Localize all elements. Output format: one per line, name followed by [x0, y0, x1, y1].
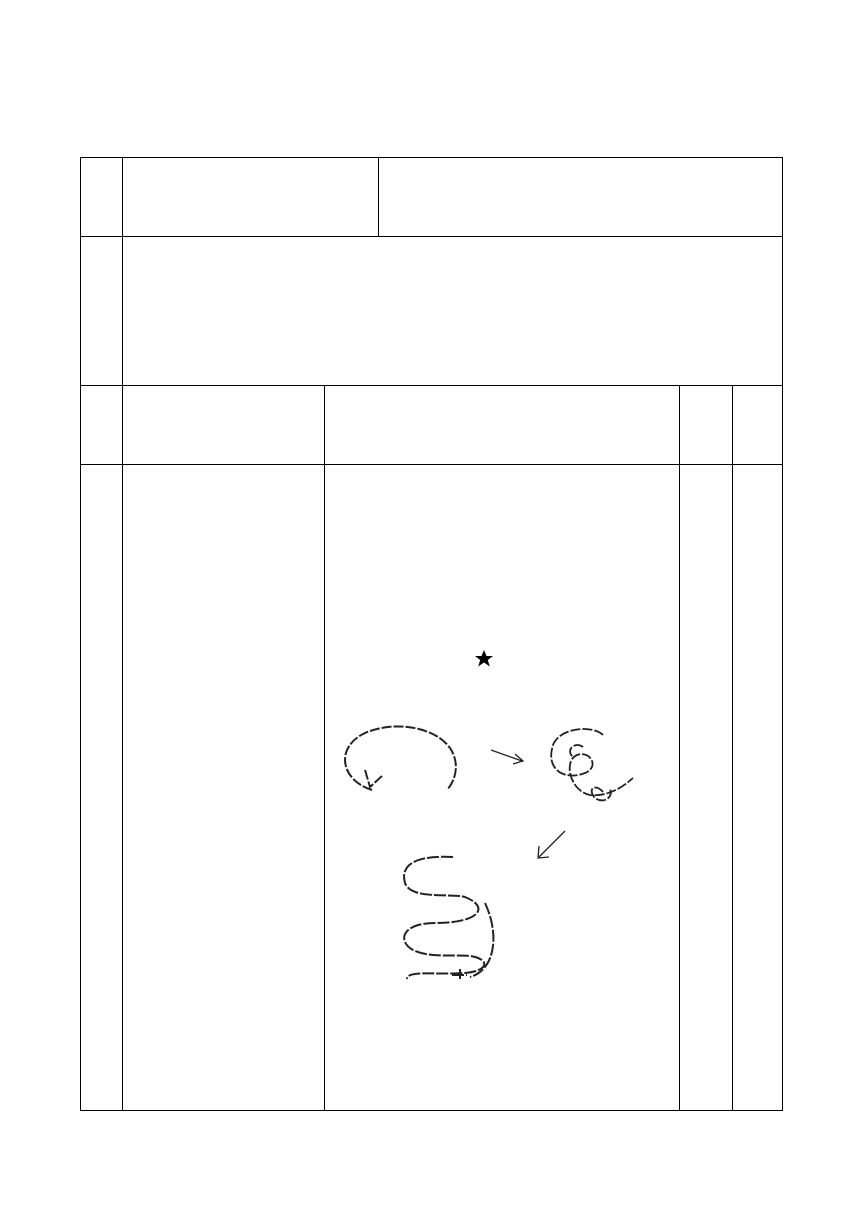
- warmup-activity-cell: [325, 465, 680, 1111]
- warmup-time-cell: [733, 465, 783, 1111]
- run-path-oval: [345, 726, 456, 790]
- content-items-cell: [123, 158, 379, 237]
- arrow-right-icon: [491, 750, 523, 764]
- key-points-cell: [379, 158, 783, 237]
- formation-diagram: [325, 465, 680, 1111]
- header-content: [123, 386, 325, 465]
- run-path-serpentine: [404, 857, 493, 979]
- warmup-label: [81, 465, 123, 1111]
- warmup-content-cell: [123, 465, 325, 1111]
- content-row: [81, 158, 783, 237]
- objectives-label: [81, 237, 123, 386]
- objectives-cell: [123, 237, 783, 386]
- content-label: [81, 158, 123, 237]
- header-count: [680, 386, 733, 465]
- lesson-plan-table: [80, 157, 783, 1111]
- run-path-loops: [551, 729, 633, 800]
- warmup-row: [81, 465, 783, 1111]
- star-icon: [475, 650, 493, 667]
- structure-header-row: [81, 386, 783, 465]
- header-time: [733, 386, 783, 465]
- arrow-down-left-icon: [538, 831, 565, 858]
- header-activity: [325, 386, 680, 465]
- structure-label: [81, 386, 123, 465]
- exercise-block: [130, 1015, 318, 1031]
- warmup-count-cell: [680, 465, 733, 1111]
- objectives-row: [81, 237, 783, 386]
